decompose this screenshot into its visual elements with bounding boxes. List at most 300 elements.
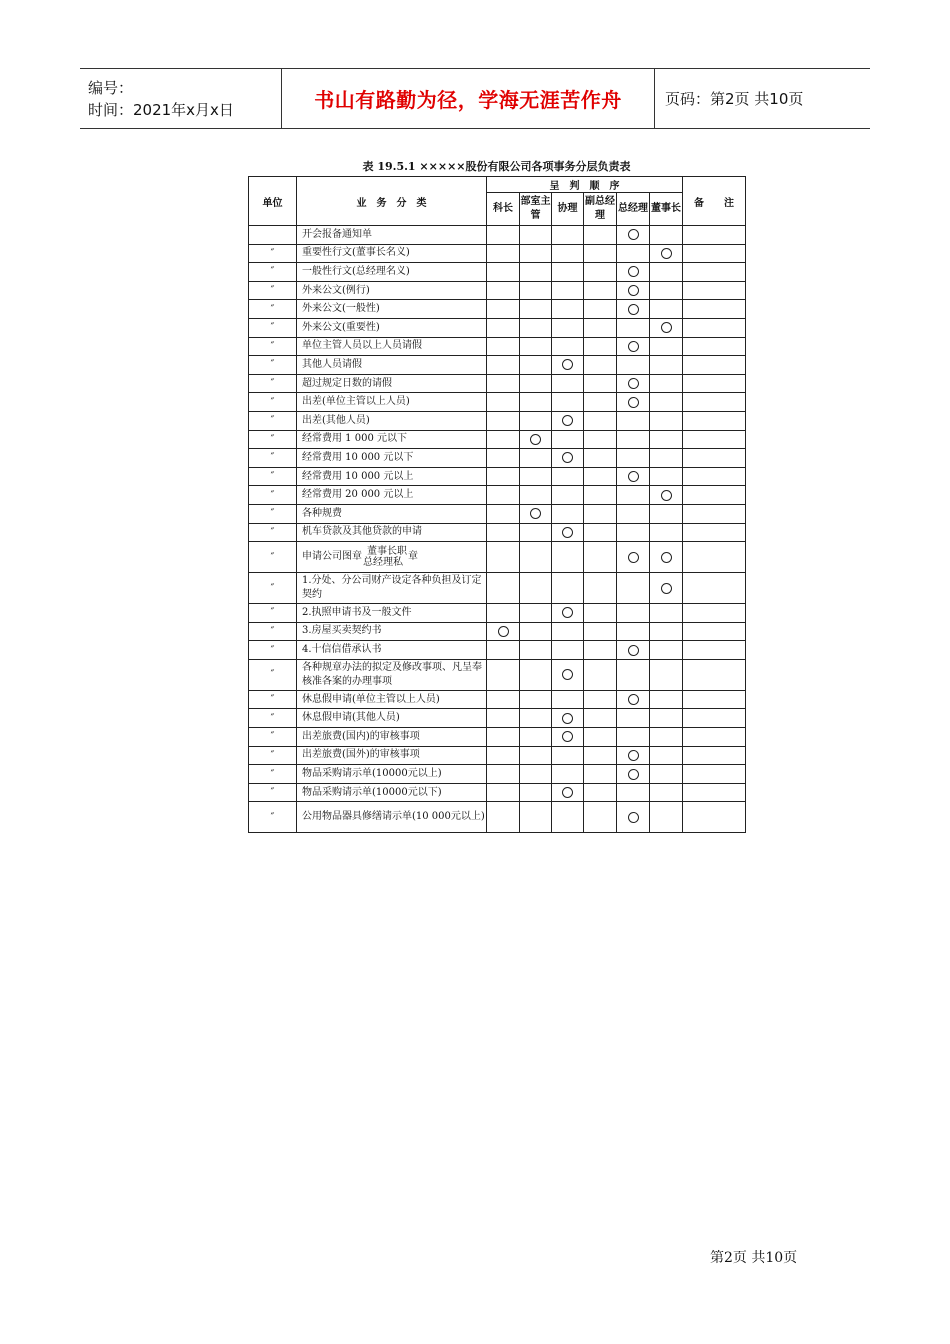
role-cell [552, 604, 584, 623]
role-cell [584, 226, 617, 245]
role-cell [552, 281, 584, 300]
role-cell [584, 411, 617, 430]
role-cell [650, 659, 683, 690]
circle-mark-icon [628, 285, 639, 296]
role-cell [520, 318, 552, 337]
role-cell [552, 226, 584, 245]
table-row [249, 728, 746, 747]
role-cell [584, 318, 617, 337]
role-cell [487, 374, 520, 393]
circle-mark-icon [562, 607, 573, 618]
role-cell [552, 430, 584, 449]
row-remarks [683, 281, 746, 300]
role-cell [617, 659, 650, 690]
row-unit: ″ [249, 802, 297, 833]
role-cell [487, 486, 520, 505]
role-cell [520, 728, 552, 747]
role-cell [650, 746, 683, 765]
row-unit: ″ [249, 622, 297, 641]
circle-mark-icon [628, 769, 639, 780]
row-remarks [683, 641, 746, 660]
row-item: 休息假申请(其他人员) [297, 709, 487, 728]
role-cell [650, 573, 683, 604]
stamp-upper: 董事长职 [367, 546, 407, 558]
role-cell [617, 337, 650, 356]
table-row [249, 411, 746, 430]
row-remarks [683, 486, 746, 505]
role-cell [520, 542, 552, 573]
role-cell [552, 709, 584, 728]
row-item: 重要性行文(董事长名义) [297, 244, 487, 263]
role-cell [650, 411, 683, 430]
row-unit: ″ [249, 281, 297, 300]
role-cell [552, 542, 584, 573]
role-cell [650, 356, 683, 375]
role-cell [487, 263, 520, 282]
role-cell [584, 659, 617, 690]
role-cell [584, 641, 617, 660]
circle-mark-icon [628, 304, 639, 315]
role-cell [552, 728, 584, 747]
row-item: 开会报备通知单 [297, 226, 487, 245]
role-cell [617, 449, 650, 468]
role-cell [617, 356, 650, 375]
role-cell [617, 467, 650, 486]
role-cell [520, 374, 552, 393]
role-cell [617, 783, 650, 802]
row-remarks [683, 411, 746, 430]
role-cell [650, 523, 683, 542]
role-cell [650, 300, 683, 319]
role-cell [584, 393, 617, 412]
role-cell [487, 393, 520, 412]
role-cell [617, 728, 650, 747]
role-cell [552, 641, 584, 660]
row-unit: ″ [249, 449, 297, 468]
time-label: 时间：2021年x月x日 [88, 100, 234, 119]
row-item: 出差(其他人员) [297, 411, 487, 430]
header-motto-cell [282, 69, 655, 128]
row-item: 经常费用 10 000 元以上 [297, 467, 487, 486]
role-cell [617, 622, 650, 641]
role-cell [552, 659, 584, 690]
row-remarks [683, 783, 746, 802]
role-cell [650, 226, 683, 245]
table-row [249, 746, 746, 765]
row-remarks [683, 337, 746, 356]
role-cell [650, 449, 683, 468]
table-row [249, 263, 746, 282]
role-cell [520, 523, 552, 542]
row-item: 物品采购请示单(10000元以上) [297, 765, 487, 784]
role-cell [584, 746, 617, 765]
header-role: 总经理 [617, 193, 650, 226]
table-row [249, 690, 746, 709]
row-remarks [683, 690, 746, 709]
motto-text: 书山有路勤为径，学海无涯苦作舟 [314, 88, 622, 112]
table-row [249, 318, 746, 337]
stamp-options [363, 546, 407, 568]
circle-mark-icon [562, 527, 573, 538]
role-cell [487, 430, 520, 449]
circle-mark-icon [661, 248, 672, 259]
circle-mark-icon [562, 415, 573, 426]
role-cell [617, 281, 650, 300]
table-row [249, 604, 746, 623]
role-cell [617, 486, 650, 505]
circle-mark-icon [628, 645, 639, 656]
table-row [249, 449, 746, 468]
role-cell [584, 728, 617, 747]
role-cell [520, 449, 552, 468]
row-unit: ″ [249, 467, 297, 486]
role-cell [650, 281, 683, 300]
row-item: 外来公文(重要性) [297, 318, 487, 337]
role-cell [487, 411, 520, 430]
role-cell [584, 523, 617, 542]
row-remarks [683, 523, 746, 542]
row-remarks [683, 604, 746, 623]
circle-mark-icon [628, 471, 639, 482]
role-cell [552, 802, 584, 833]
row-item: 出差(单位主管以上人员) [297, 393, 487, 412]
row-item: 机车贷款及其他贷款的申请 [297, 523, 487, 542]
table-row [249, 765, 746, 784]
row-item: 各种规费 [297, 504, 487, 523]
role-cell [552, 411, 584, 430]
role-cell [650, 244, 683, 263]
role-cell [650, 783, 683, 802]
role-cell [487, 356, 520, 375]
role-cell [617, 244, 650, 263]
role-cell [617, 542, 650, 573]
circle-mark-icon [661, 552, 672, 563]
table-row [249, 300, 746, 319]
scanned-table-image [248, 156, 745, 846]
row-unit: ″ [249, 542, 297, 573]
role-cell [487, 641, 520, 660]
role-cell [584, 263, 617, 282]
role-cell [487, 449, 520, 468]
header-category: 业 务 分 类 [297, 177, 487, 226]
table-row [249, 542, 746, 573]
row-item: 经常费用 1 000 元以下 [297, 430, 487, 449]
role-cell [584, 300, 617, 319]
row-unit: ″ [249, 523, 297, 542]
role-cell [650, 263, 683, 282]
row-remarks [683, 430, 746, 449]
circle-mark-icon [661, 490, 672, 501]
role-cell [584, 542, 617, 573]
role-cell [487, 504, 520, 523]
role-cell [650, 728, 683, 747]
role-cell [520, 226, 552, 245]
role-cell [617, 641, 650, 660]
role-cell [650, 467, 683, 486]
role-cell [584, 281, 617, 300]
role-cell [617, 604, 650, 623]
circle-mark-icon [562, 452, 573, 463]
row-remarks [683, 449, 746, 468]
role-cell [520, 281, 552, 300]
role-cell [584, 604, 617, 623]
row-item [297, 542, 487, 573]
row-item: 外来公文(例行) [297, 281, 487, 300]
row-remarks [683, 300, 746, 319]
role-cell [617, 504, 650, 523]
role-cell [552, 374, 584, 393]
role-cell [552, 263, 584, 282]
table-row [249, 393, 746, 412]
table-row [249, 467, 746, 486]
circle-mark-icon [562, 787, 573, 798]
table-row [249, 244, 746, 263]
role-cell [520, 356, 552, 375]
role-cell [650, 486, 683, 505]
role-cell [487, 709, 520, 728]
circle-mark-icon [498, 626, 509, 637]
circle-mark-icon [628, 266, 639, 277]
role-cell [584, 449, 617, 468]
role-cell [552, 467, 584, 486]
role-cell [487, 226, 520, 245]
role-cell [617, 430, 650, 449]
header-page-cell [655, 69, 870, 128]
table-row [249, 486, 746, 505]
table-row [249, 622, 746, 641]
document-header [80, 68, 870, 129]
role-cell [520, 659, 552, 690]
row-remarks [683, 573, 746, 604]
role-cell [552, 300, 584, 319]
role-cell [487, 244, 520, 263]
row-remarks [683, 802, 746, 833]
role-cell [584, 337, 617, 356]
row-unit: ″ [249, 430, 297, 449]
role-cell [552, 783, 584, 802]
role-cell [650, 504, 683, 523]
row-item: 外来公文(一般性) [297, 300, 487, 319]
row-item: 休息假申请(单位主管以上人员) [297, 690, 487, 709]
row-item: 单位主管人员以上人员请假 [297, 337, 487, 356]
role-cell [520, 244, 552, 263]
circle-mark-icon [628, 812, 639, 823]
role-cell [584, 690, 617, 709]
table-row [249, 337, 746, 356]
row-unit: ″ [249, 709, 297, 728]
role-cell [552, 486, 584, 505]
table-body [249, 226, 746, 833]
role-cell [617, 765, 650, 784]
row-unit: ″ [249, 411, 297, 430]
row-unit: ″ [249, 641, 297, 660]
role-cell [650, 641, 683, 660]
header-role: 部室主管 [520, 193, 552, 226]
circle-mark-icon [562, 713, 573, 724]
stamp-suffix: 章 [408, 551, 418, 563]
role-cell [584, 430, 617, 449]
role-cell [617, 411, 650, 430]
row-remarks [683, 393, 746, 412]
row-item: 1.分处、分公司财产设定各种负担及订定契约 [297, 573, 487, 604]
row-unit: ″ [249, 337, 297, 356]
role-cell [487, 765, 520, 784]
role-cell [584, 486, 617, 505]
role-cell [584, 244, 617, 263]
table-title: 表 19.5.1 ×××××股份有限公司各项事务分层负责表 [362, 160, 631, 173]
row-remarks [683, 659, 746, 690]
role-cell [650, 622, 683, 641]
row-item: 超过规定日数的请假 [297, 374, 487, 393]
row-item: 公用物品器具修缮请示单(10 000元以上) [297, 802, 487, 833]
role-cell [520, 690, 552, 709]
number-label: 编号： [88, 78, 134, 97]
role-cell [520, 393, 552, 412]
role-cell [584, 709, 617, 728]
role-cell [552, 318, 584, 337]
row-item: 经常费用 20 000 元以上 [297, 486, 487, 505]
role-cell [584, 765, 617, 784]
role-cell [487, 318, 520, 337]
row-remarks [683, 226, 746, 245]
role-cell [552, 504, 584, 523]
role-cell [650, 318, 683, 337]
circle-mark-icon [628, 378, 639, 389]
row-remarks [683, 746, 746, 765]
role-cell [552, 393, 584, 412]
row-unit: ″ [249, 746, 297, 765]
role-cell [520, 709, 552, 728]
role-cell [617, 300, 650, 319]
role-cell [584, 374, 617, 393]
row-item: 出差旅费(国内)的审核事项 [297, 728, 487, 747]
header-role: 副总经理 [584, 193, 617, 226]
circle-mark-icon [530, 434, 541, 445]
role-cell [520, 467, 552, 486]
role-cell [520, 486, 552, 505]
stamp-item-label: 申请公司图章 [302, 551, 362, 563]
circle-mark-icon [562, 359, 573, 370]
table-row [249, 523, 746, 542]
page-footer: 第2页 共10页 [710, 1250, 798, 1266]
role-cell [487, 802, 520, 833]
circle-mark-icon [628, 341, 639, 352]
role-cell [520, 641, 552, 660]
row-item: 各种规章办法的拟定及修改事项、凡呈奉核准各案的办理事项 [297, 659, 487, 690]
responsibility-table [248, 176, 746, 833]
role-cell [520, 430, 552, 449]
role-cell [520, 504, 552, 523]
row-remarks [683, 244, 746, 263]
role-cell [650, 393, 683, 412]
role-cell [617, 690, 650, 709]
role-cell [617, 226, 650, 245]
circle-mark-icon [661, 583, 672, 594]
role-cell [617, 523, 650, 542]
role-cell [520, 783, 552, 802]
role-cell [487, 573, 520, 604]
table-row [249, 659, 746, 690]
row-remarks [683, 318, 746, 337]
table-row [249, 802, 746, 833]
role-cell [552, 622, 584, 641]
role-cell [487, 690, 520, 709]
role-cell [552, 356, 584, 375]
row-item: 一般性行文(总经理名义) [297, 263, 487, 282]
role-cell [650, 765, 683, 784]
row-remarks [683, 709, 746, 728]
role-cell [487, 659, 520, 690]
role-cell [552, 746, 584, 765]
row-unit: ″ [249, 728, 297, 747]
circle-mark-icon [628, 552, 639, 563]
role-cell [650, 374, 683, 393]
role-cell [650, 604, 683, 623]
role-cell [520, 604, 552, 623]
role-cell [552, 244, 584, 263]
row-remarks [683, 374, 746, 393]
header-remarks: 备 注 [683, 177, 746, 226]
role-cell [552, 523, 584, 542]
row-item: 2.执照申请书及一般文件 [297, 604, 487, 623]
role-cell [487, 523, 520, 542]
role-cell [552, 449, 584, 468]
role-cell [650, 337, 683, 356]
circle-mark-icon [628, 694, 639, 705]
role-cell [487, 467, 520, 486]
role-cell [520, 622, 552, 641]
role-cell [584, 356, 617, 375]
role-cell [584, 504, 617, 523]
role-cell [487, 783, 520, 802]
role-cell [584, 802, 617, 833]
circle-mark-icon [628, 229, 639, 240]
row-remarks [683, 765, 746, 784]
table-row [249, 356, 746, 375]
row-item: 经常费用 10 000 元以下 [297, 449, 487, 468]
header-role: 董事长 [650, 193, 683, 226]
table-row [249, 709, 746, 728]
circle-mark-icon [628, 397, 639, 408]
page-label: 页码：第2页 共10页 [665, 90, 804, 108]
role-cell [487, 746, 520, 765]
row-remarks [683, 504, 746, 523]
role-cell [617, 573, 650, 604]
table-row [249, 573, 746, 604]
table-row [249, 641, 746, 660]
role-cell [520, 573, 552, 604]
row-unit: ″ [249, 374, 297, 393]
row-remarks [683, 542, 746, 573]
role-cell [487, 604, 520, 623]
circle-mark-icon [628, 750, 639, 761]
role-cell [584, 467, 617, 486]
stamp-item [302, 546, 418, 568]
row-unit: ″ [249, 356, 297, 375]
row-item: 其他人员请假 [297, 356, 487, 375]
table-row [249, 504, 746, 523]
table-row [249, 281, 746, 300]
role-cell [552, 573, 584, 604]
role-cell [650, 690, 683, 709]
role-cell [617, 374, 650, 393]
role-cell [617, 746, 650, 765]
role-cell [520, 746, 552, 765]
role-cell [584, 783, 617, 802]
table-row [249, 374, 746, 393]
table-row [249, 430, 746, 449]
row-unit: ″ [249, 486, 297, 505]
